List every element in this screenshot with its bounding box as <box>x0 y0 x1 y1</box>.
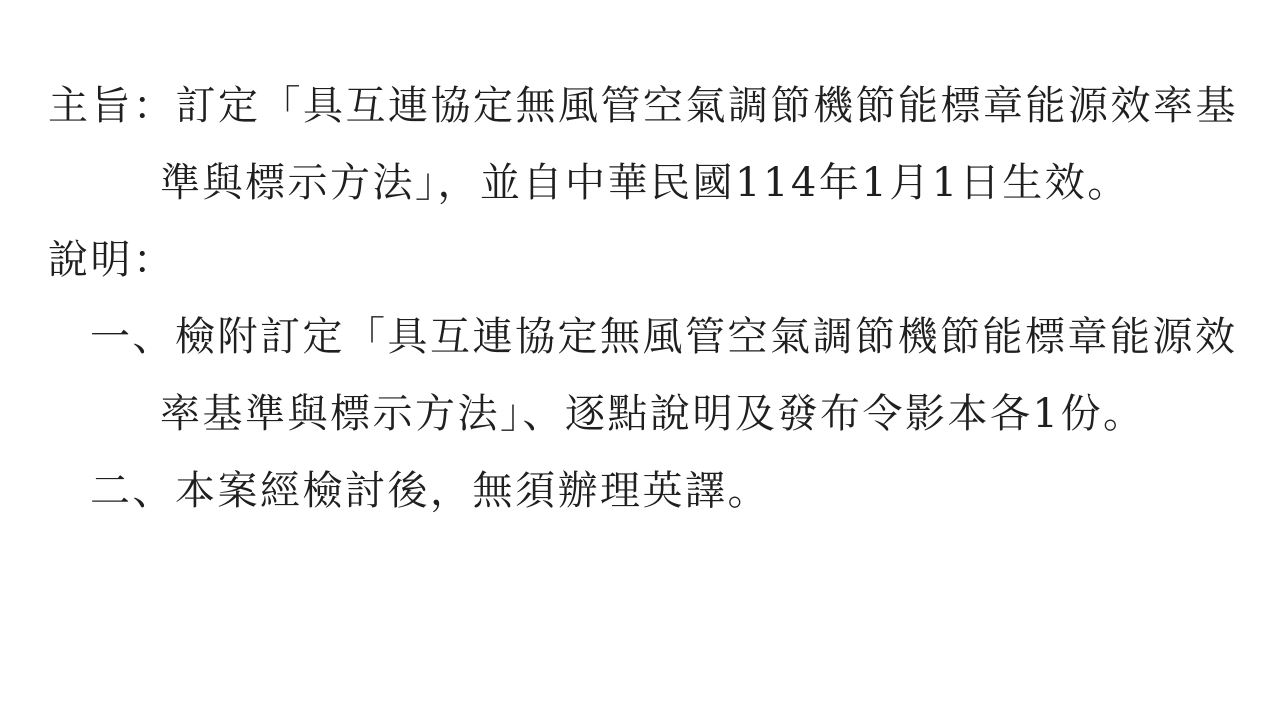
subject-line-2: 準與標示方法」，並自中華民國114年1月1日生效。 <box>160 160 1130 206</box>
explanation-item-1-line-2: 率基準與標示方法」、逐點說明及發布令影本各1份。 <box>160 391 1146 437</box>
explanation-item-1-line-1: 一、檢附訂定「具互連協定無風管空氣調節機節能標章能源效 <box>90 314 1238 360</box>
explanation-item-2: 二、本案經檢討後，無須辦理英譯。 <box>90 468 770 514</box>
subject-line-1: 主旨：訂定「具互連協定無風管空氣調節機節能標章能源效率基 <box>48 83 1238 129</box>
document-body <box>0 68 1280 530</box>
explanation-heading: 說明： <box>48 237 176 283</box>
